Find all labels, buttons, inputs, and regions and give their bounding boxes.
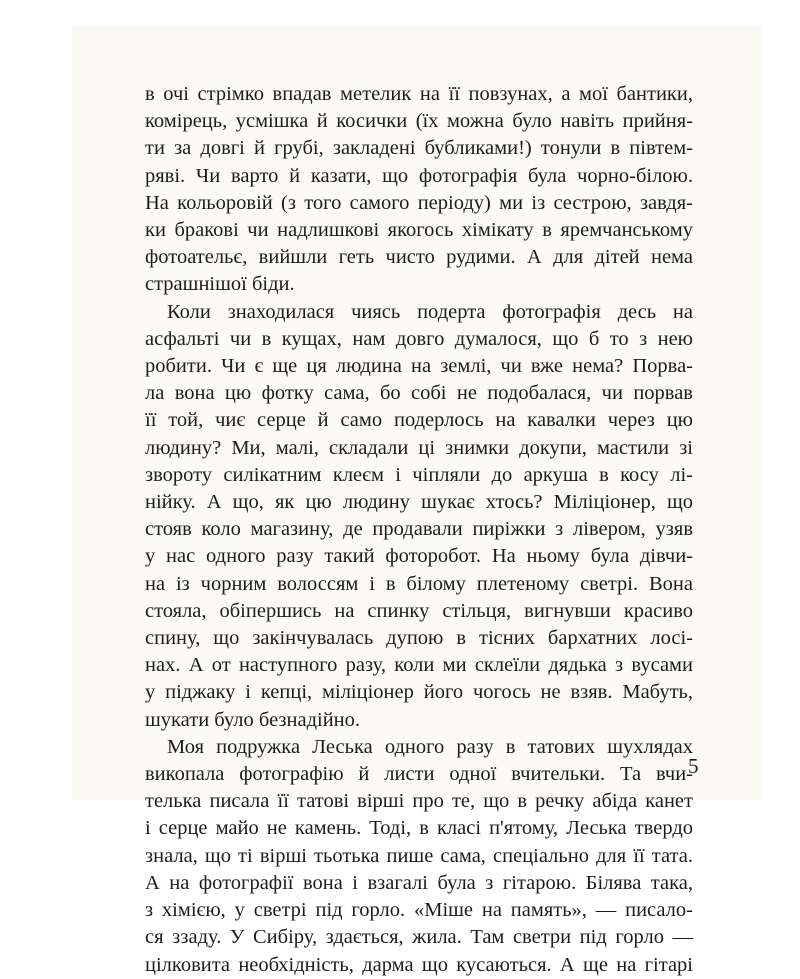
text-line: на із чорним волоссям і в білому плетеному светрі. Вона: [145, 572, 693, 595]
text-line: і серце майо не камень. Тоді, в класі п'ятому, Леська твердо: [145, 817, 693, 840]
text-line: ти за довгі й грубі, закладені бубликами!) тонули в півтем-: [145, 137, 693, 160]
text-line: фотоательє, вийшли геть чисто рудими. А для дітей нема: [145, 246, 693, 269]
text-line: Коли знаходилася чиясь подерта фотографія десь на: [167, 300, 693, 323]
text-line: телька писала її татові вірші про те, що в речку абіда канет: [145, 790, 693, 813]
text-line: Моя подружка Леська одного разу в татових шухлядах: [167, 735, 693, 758]
text-line: викопала фотографію й листи одної вчительки. Та вчи-: [145, 763, 693, 786]
body-text: [145, 81, 693, 979]
text-line: її той, чиє серце й само подерлось на кавалки через цю: [145, 409, 693, 432]
text-line: звороту силікатним клеєм і чіпляли до аркуша в косу лі-: [145, 463, 693, 486]
text-line: з хімією, у светрі під горло. «Міше на память», — писало-: [145, 899, 693, 922]
book-page: [72, 25, 762, 976]
text-line: асфальті чи в кущах, нам довго думалося, що б то з нею: [145, 327, 693, 350]
text-line: ла вона цю фотку сама, бо собі не подобалася, чи порвав: [145, 382, 693, 405]
text-line: нах. А от наступного разу, коли ми склеїли дядька з вусами: [145, 654, 693, 677]
text-line: страшнішої біди.: [145, 273, 295, 296]
text-line: ряві. Чи варто й казати, що фотографія була чорно-білою.: [145, 164, 693, 187]
text-line: робити. Чи є ще ця людина на землі, чи вже нема? Порва-: [145, 355, 693, 378]
text-line: комірець, усмішка й косички (їх можна було навіть прийня-: [145, 110, 693, 133]
text-line: ся ззаду. У Сибіру, здається, жила. Там светри під горло —: [145, 926, 693, 949]
text-line: у піджаку і кепці, міліціонер його чогось не взяв. Мабуть,: [145, 681, 693, 704]
text-line: спину, що закінчувалась дупою в тісних бархатних лосі-: [145, 627, 693, 650]
text-line: знала, що ті вірші тьотька пише сама, спеціально для її тата.: [145, 844, 693, 867]
text-line: стояв коло магазину, де продавали пиріжки з лівером, узяв: [145, 518, 693, 541]
text-line: стояла, обіпершись на спинку стільця, вигнувши красиво: [145, 599, 693, 622]
page-number: 5: [688, 754, 699, 778]
text-line: в очі стрімко впадав метелик на її повзунах, а мої бантики,: [145, 83, 693, 105]
text-line: шукати було безнадійно.: [145, 708, 361, 731]
text-line: цілковита необхідність, дарма що кусаються. А ще на гітарі: [145, 953, 693, 976]
text-line: На кольоровій (з того самого періоду) ми із сестрою, завдя-: [145, 191, 693, 214]
text-line: людину? Ми, малі, складали ці знимки докупи, мастили зі: [145, 436, 693, 459]
text-line: у нас одного разу такий фоторобот. На ньому була дівчи-: [145, 545, 693, 568]
text-line: А на фотографії вона і взагалі була з гітарою. Білява така,: [145, 871, 693, 894]
text-line: нійку. А що, як цю людину шукає хтось? Міліціонер, що: [145, 491, 693, 514]
text-line: ки бракові чи надлишкові якогось хімікату в яремчанському: [145, 219, 693, 242]
